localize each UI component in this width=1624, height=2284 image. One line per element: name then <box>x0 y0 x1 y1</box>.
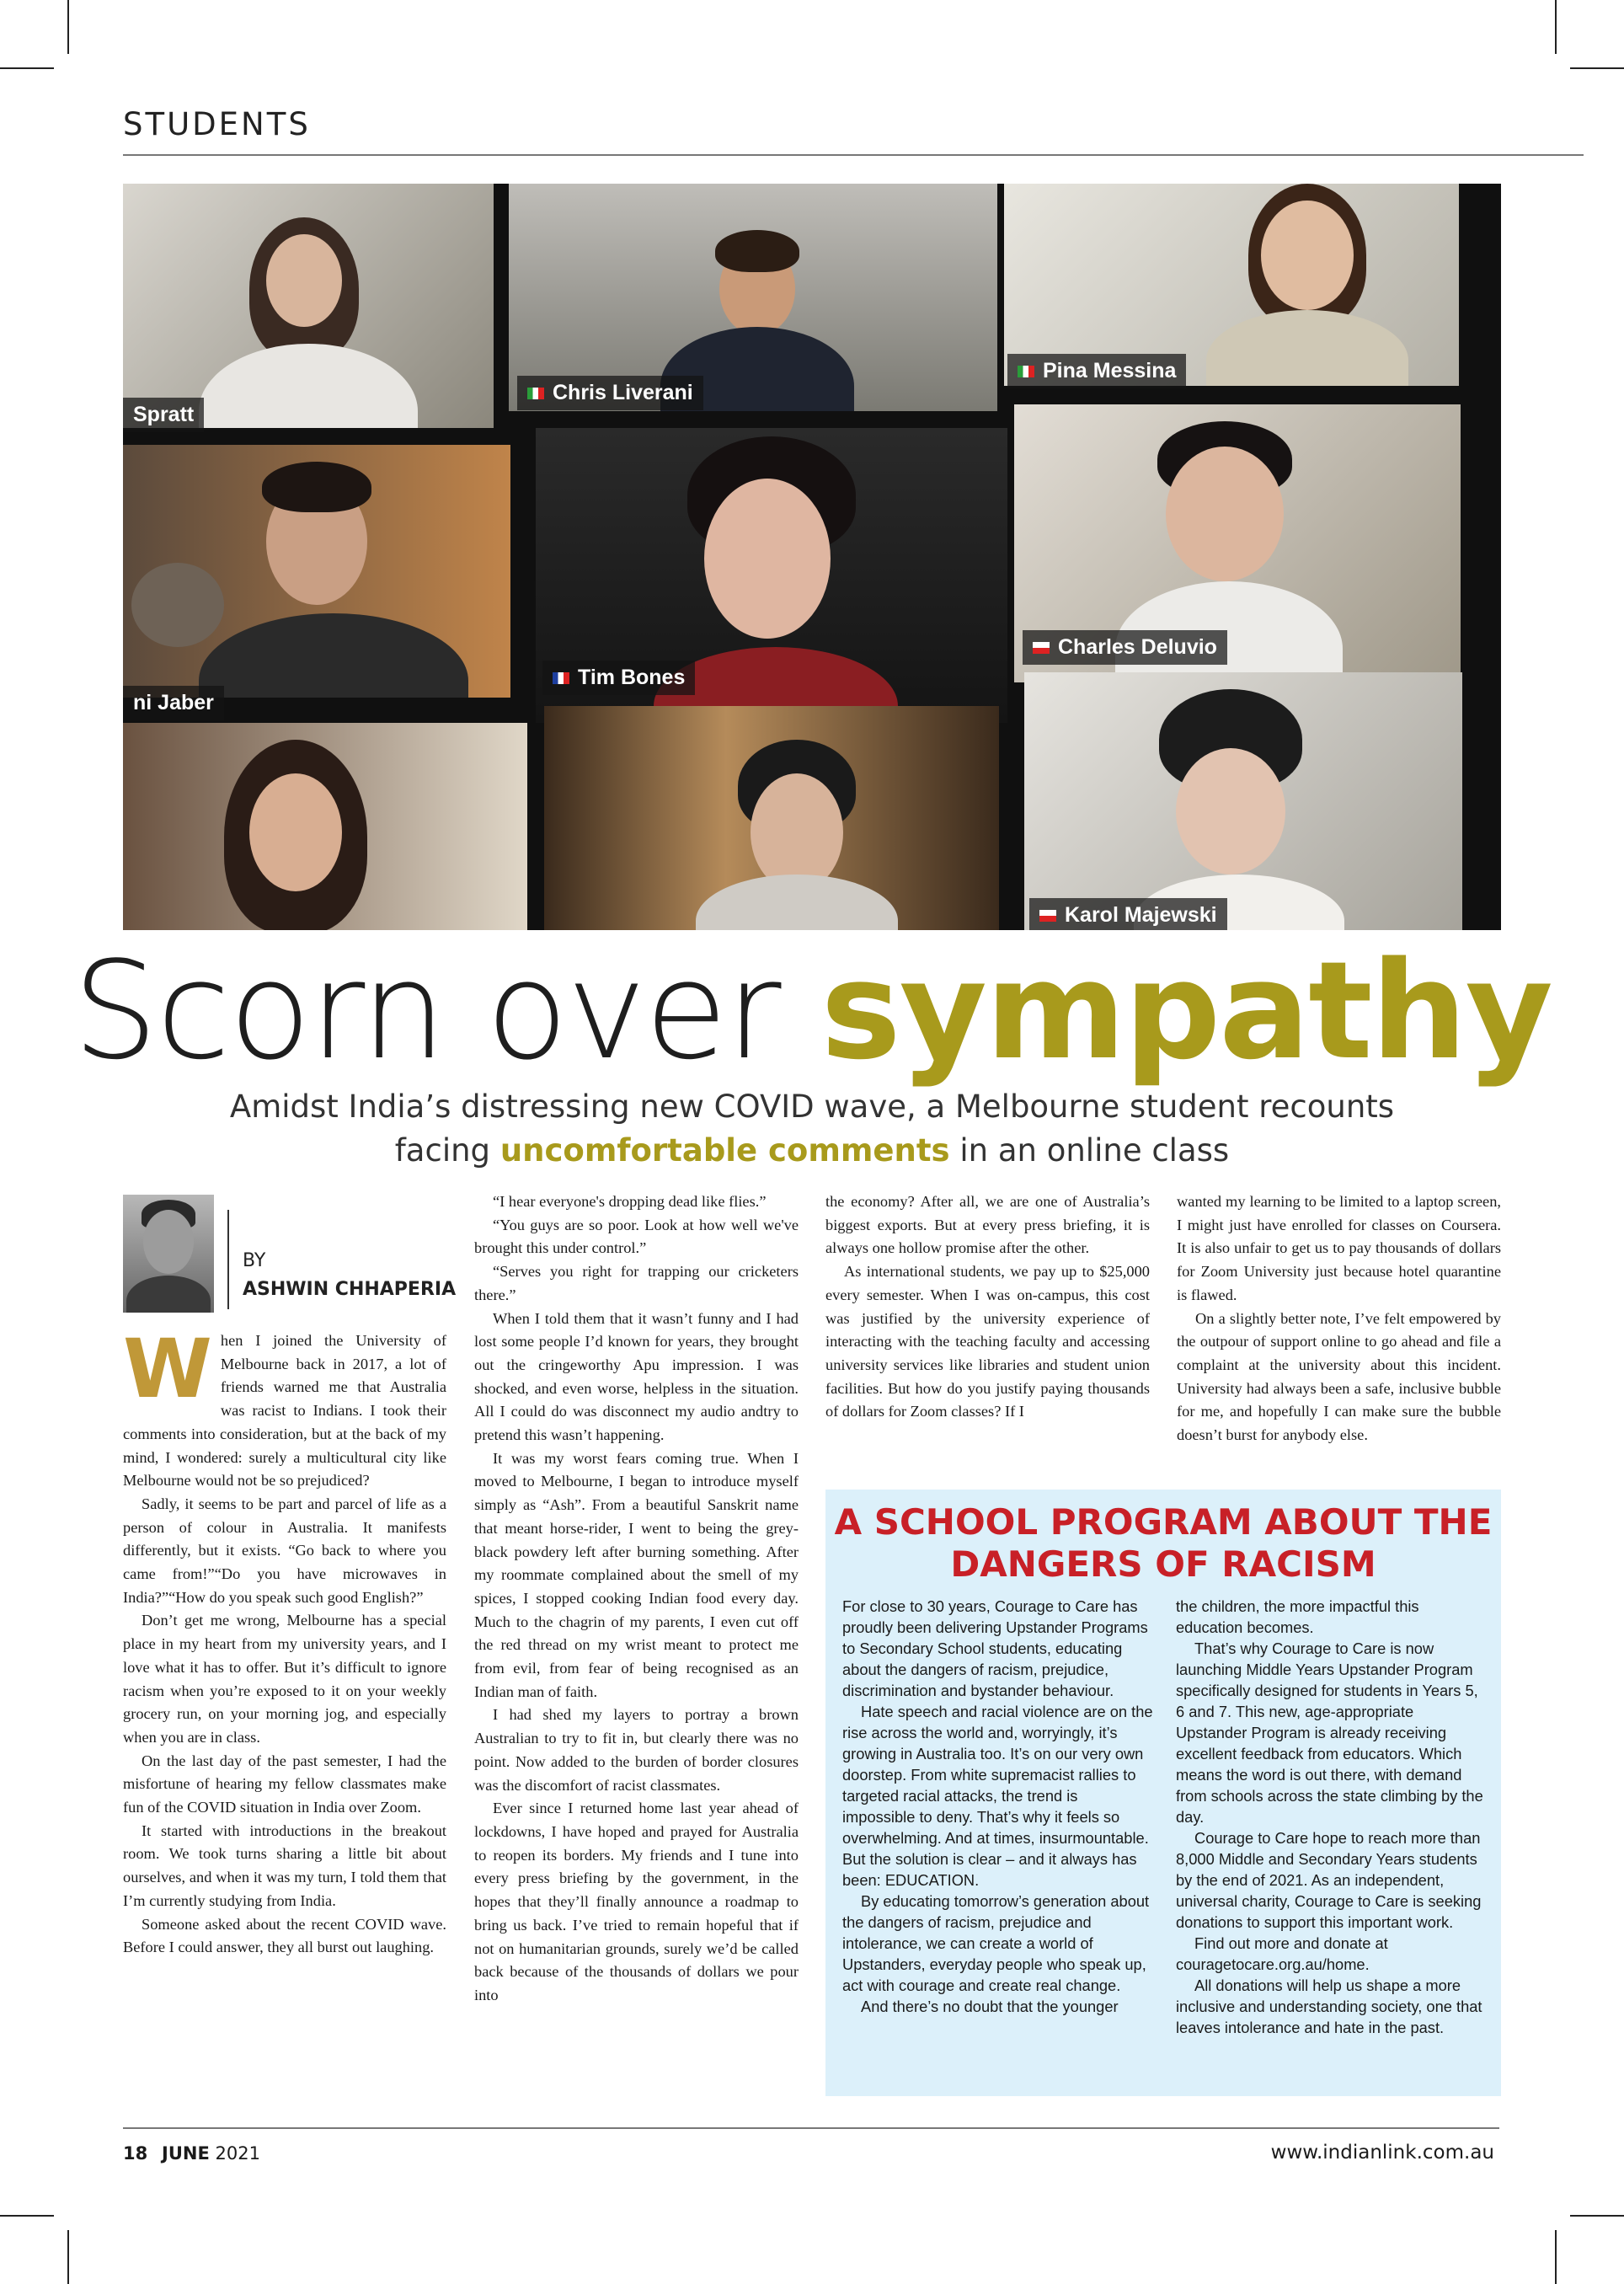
headline <box>0 932 1624 1089</box>
crop-mark <box>67 2230 69 2284</box>
participant-name: Charles Deluvio <box>1058 635 1217 659</box>
article-paragraph: “I hear everyone's dropping dead like flies.” <box>493 1193 767 1210</box>
article-paragraph: When I told them that it wasn’t funny and I had lost some people I’d known for years, they brought out the cringeworthy Apu impression. I was shocked, and even worse, helpless in the situation. All I could do was disconnect my audio andtry to pretend this wasn’t happening. <box>474 1309 799 1444</box>
article-paragraph: Sadly, it seems to be part and parcel of life as a person of colour in Australia. It manifests differently, but it exists. “Go back to where you came from!”“Do you have microwaves in India?”“How do you speak such good English?” <box>123 1495 446 1606</box>
sidebar-paragraph: And there’s no doubt that the younger <box>861 1998 1119 2015</box>
article-paragraph: Don’t get me wrong, Melbourne has a special place in my heart from my university years, and I love what it has to offer. But it’s difficult to ignore racism when you’re exposed to it on your weekly grocery run, on your morning jog, and especially when you are in class. <box>123 1612 446 1746</box>
flag-icon <box>1033 642 1050 654</box>
paragraph-text: hen I joined the University of Melbourne back in 2017, a lot of friends warned me that Australia was racist to Indians. I took their comments into consideration, but at the back of my mind, I wondered: surely a multicultural city like Melbourne would not be so prejudiced? <box>123 1332 446 1490</box>
participant-name: Pina Messina <box>1043 359 1177 382</box>
headline-part1: Scorn over <box>72 932 780 1089</box>
byline-label: BY <box>243 1250 266 1271</box>
video-tile <box>123 723 527 930</box>
subheadline-highlight: uncomfortable comments <box>499 1132 950 1169</box>
article-paragraph: On a slightly better note, I’ve felt empowered by the outpour of support online to go ahead and file a complaint at the university about this incident. University had always been a safe, inclusive bubble for me, and hopefully I can make sure the bubble doesn’t burst for anybody else. <box>1177 1309 1501 1444</box>
video-tile <box>1024 672 1462 930</box>
author-face <box>143 1210 194 1274</box>
article-paragraph: It was my worst fears coming true. When I moved to Melbourne, I began to introduce myself simply as “Ash”. From a beautiful Sanskrit name that meant horse-rider, I went to being the grey-black powdery left after burning something. After my roommate complained about the smell of my spices, I stopped cooking Indian food every day. Much to the chagrin of my parents, I even cut off the red thread on my wrist meant to protect me from evil, from fear of being recognised as an Indian man of faith. <box>474 1449 799 1700</box>
subheadline <box>0 1085 1624 1173</box>
participant-name-tag <box>517 376 703 410</box>
article-paragraph: I had shed my layers to portray a brown Australian to try to fit in, but clearly there was no point. Now added to the burden of border closures was the discomfort of racist classmates. <box>474 1706 799 1794</box>
participant-name: Karol Majewski <box>1065 903 1217 927</box>
crop-mark <box>1555 0 1557 54</box>
sidebar-paragraph: Courage to Care hope to reach more than 8,000 Middle and Secondary Years students by the end of 2021. As an independent, universal charity, Courage to Care is seeking donations to support this important work. <box>1176 1829 1482 1931</box>
sidebar-paragraph: Hate speech and racial violence are on the rise across the world and, worryingly, it’s growing in Australia too. It’s on our very own doorstep. From white supremacist rallies to targeted racial attacks, the trend is impossible to deny. That’s why it feels so overwhelming. And at times, insurmountable. But the solution is clear – and it always has been: EDUCATION. <box>842 1703 1153 1889</box>
article-paragraph: the economy? After all, we are one of Australia’s biggest exports. But at every press briefing, it is always one hollow promise after the other. <box>825 1193 1150 1257</box>
sidebar-paragraph: All donations will help us shape a more inclusive and understanding society, one that leaves intolerance and hate in the past. <box>1176 1976 1482 2036</box>
participant-name-tag: ni Jaber <box>123 686 224 720</box>
participant-name-tag <box>1029 898 1227 930</box>
sidebar-column-1 <box>842 1596 1154 2017</box>
sidebar-paragraph: By educating tomorrow’s generation about the dangers of racism, prejudice and intolerance, we can create a world of Upstanders, everyday people who speak up, act with courage and create real change. <box>842 1892 1150 1994</box>
article-paragraph: It started with introductions in the breakout room. We took turns sharing a little bit about ourselves, and when it was my turn, I told them that I’m currently studying from India. <box>123 1821 446 1909</box>
article-column-2 <box>474 1190 799 2008</box>
subheadline-text: in an online class <box>959 1132 1230 1169</box>
article-column-4 <box>1177 1190 1501 1447</box>
participant-name-tag <box>1023 630 1227 665</box>
participant-name: Chris Liverani <box>553 381 693 404</box>
subheadline-line1: Amidst India’s distressing new COVID wave, a Melbourne student recounts <box>229 1089 1395 1125</box>
byline-divider <box>227 1210 229 1309</box>
author-photo <box>123 1195 214 1313</box>
participant-name-tag: Spratt <box>123 398 204 432</box>
article-paragraph: “Serves you right for trapping our cricketers there.” <box>474 1263 799 1303</box>
section-label: STUDENTS <box>123 106 311 142</box>
article-paragraph: Ever since I returned home last year ahead of lockdowns, I have hoped and prayed for Australia to reopen its borders. My friends and I tune into every press briefing by the government, in the hopes that they’ll finally announce a roadmap to bring us back. I’ve tried to remain hopeful that if not on humanitarian grounds, surely we’d be called back because of the thousands of dollars we pour into <box>474 1800 799 2003</box>
issue-month: JUNE <box>162 2143 210 2164</box>
article-paragraph: Someone asked about the recent COVID wave. Before I could answer, they all burst out laughing. <box>123 1915 446 1956</box>
article-paragraph: As international students, we pay up to $25,000 every semester. When I was on-campus, this cost was justified by the university experience of interacting with the teaching faculty and accessing university services like libraries and student union facilities. But how do you justify paying thousands of dollars for Zoom classes? If I <box>825 1263 1150 1420</box>
issue-date <box>162 2143 260 2164</box>
sidebar-paragraph: For close to 30 years, Courage to Care has proudly been delivering Upstander Programs to Secondary School students, educating about the dangers of racism, prejudice, discrimination and bystander behaviour. <box>842 1597 1148 1699</box>
video-tile <box>123 445 510 698</box>
poland-flag-icon <box>1039 910 1056 922</box>
crop-mark <box>67 0 69 54</box>
sidebar-column-2 <box>1176 1596 1488 2038</box>
france-flag-icon <box>553 672 569 684</box>
footer-rule <box>123 2127 1499 2129</box>
sidebar-paragraph: the children, the more impactful this education becomes. <box>1176 1597 1419 1636</box>
participant-name-tag <box>542 661 695 695</box>
crop-mark <box>0 2215 54 2217</box>
crop-mark <box>1570 2215 1624 2217</box>
drop-cap: W <box>123 1322 212 1416</box>
sidebar-paragraph: Find out more and donate at couragetocare.org.au/home. <box>1176 1934 1388 1973</box>
header-rule <box>123 154 1584 156</box>
italy-flag-icon <box>1018 366 1034 377</box>
article-paragraph <box>123 1322 446 1493</box>
crop-mark <box>1570 67 1624 69</box>
sidebar-title <box>825 1501 1501 1586</box>
sidebar-title-line: A SCHOOL PROGRAM ABOUT THE <box>834 1501 1493 1543</box>
subheadline-line2 <box>0 1129 1624 1173</box>
zoom-call-photo <box>123 184 1501 930</box>
video-tile <box>544 706 999 930</box>
video-tile <box>123 184 494 428</box>
crop-mark <box>0 67 54 69</box>
sidebar-paragraph: That’s why Courage to Care is now launching Middle Years Upstander Program specifically designed for students in Years 5, 6 and 7. This new, age-appropriate Upstander Program is already receiving excellent feedback from educators. Which means the word is out there, with demand from schools across the state climbing by the day. <box>1176 1639 1483 1826</box>
issue-year: 2021 <box>215 2143 260 2164</box>
article-paragraph: wanted my learning to be limited to a laptop screen, I might just have enrolled for classes on Coursera. It is also unfair to get us to pay thousands of dollars for Zoom University just because hotel quarantine is flawed. <box>1177 1193 1501 1303</box>
participant-name: Tim Bones <box>578 666 686 689</box>
page-number: 18 <box>123 2143 148 2164</box>
subheadline-text: facing <box>394 1132 491 1169</box>
article-column-3 <box>825 1190 1150 1424</box>
headline-highlight: sympathy <box>820 932 1552 1089</box>
article-paragraph: “You guys are so poor. Look at how well we've brought this under control.” <box>474 1216 799 1257</box>
article-paragraph: On the last day of the past semester, I had the misfortune of hearing my fellow classmates make fun of the COVID situation in India over Zoom. <box>123 1752 446 1816</box>
crop-mark <box>1555 2230 1557 2284</box>
author-name: ASHWIN CHHAPERIA <box>243 1279 457 1300</box>
participant-name-tag <box>1007 354 1186 388</box>
sidebar-box <box>825 1490 1501 2096</box>
website-url: www.indianlink.com.au <box>1270 2142 1494 2164</box>
article-column-1 <box>123 1322 446 1960</box>
italy-flag-icon <box>527 388 544 399</box>
sidebar-title-line: DANGERS OF RACISM <box>950 1543 1376 1585</box>
